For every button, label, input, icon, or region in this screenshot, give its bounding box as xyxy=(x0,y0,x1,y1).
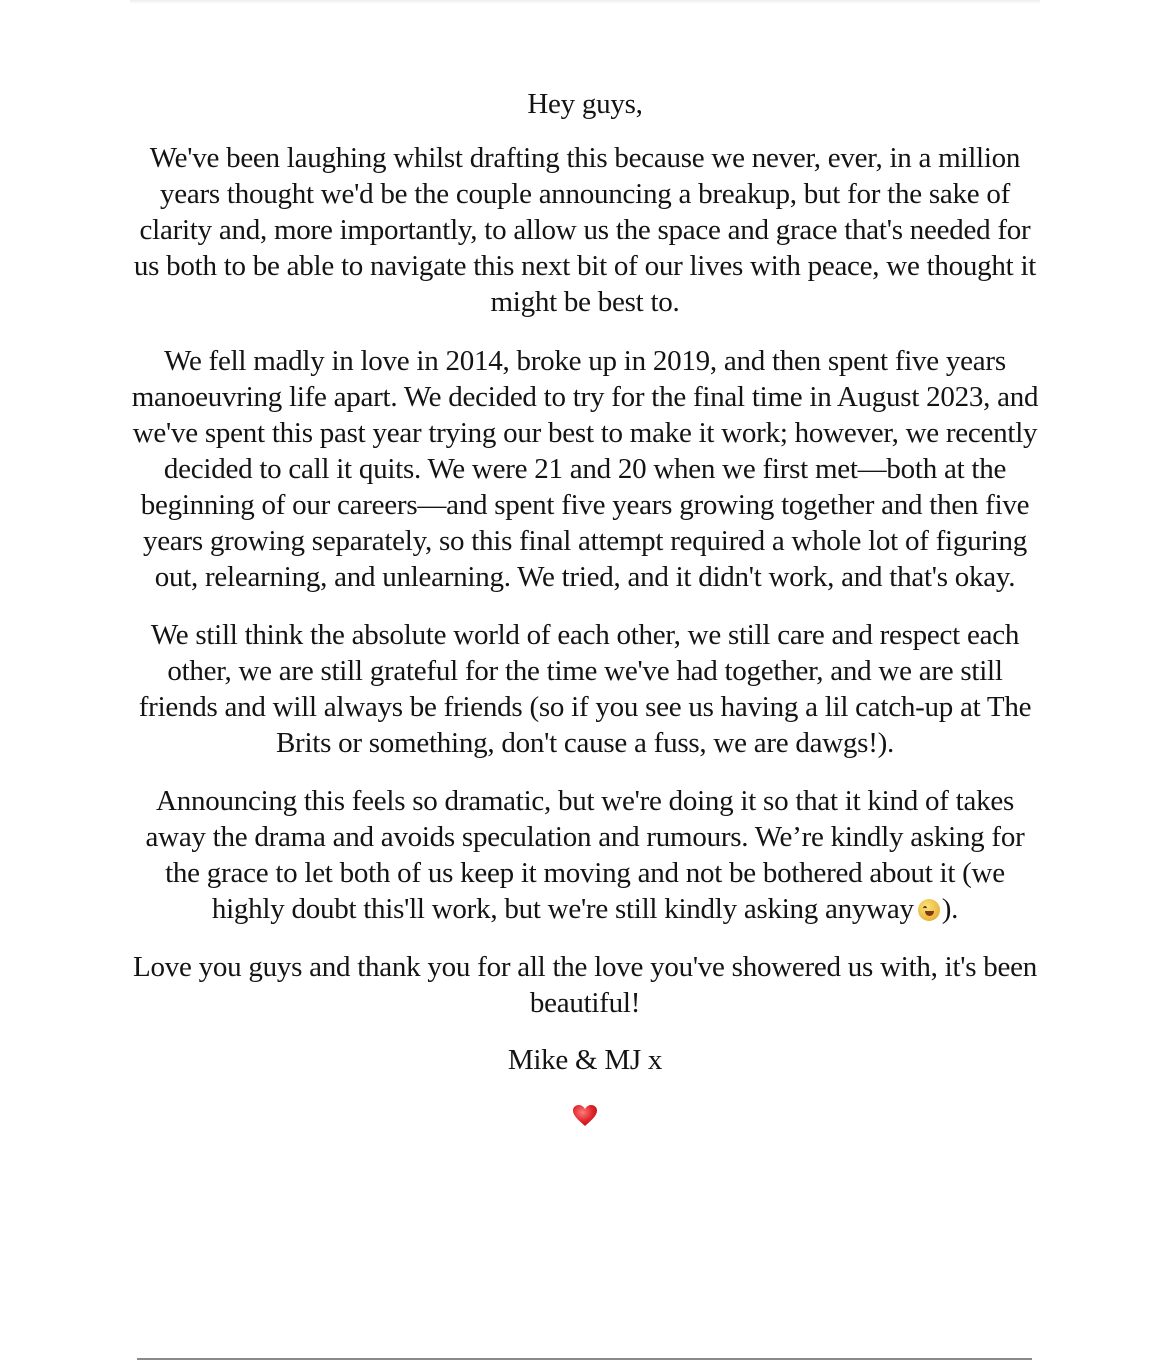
signoff: Love you guys and thank you for all the love you've showered us with, it's been beautiful! xyxy=(132,951,1038,1019)
paragraph-3: We still think the absolute world of each other, we still care and respect each other, we are still grateful for the time we've had together, and we are still friends and will always be friends (so if you see us having a lil catch-up at The Brits or something, don't cause a fuss, we are dawgs!). xyxy=(138,619,1032,759)
laughing-face-emoji-icon xyxy=(918,899,940,921)
paragraph-4-tail: ). xyxy=(941,893,959,925)
paragraph-4-text: Announcing this feels so dramatic, but we're doing it so that it kind of takes away the drama and avoids speculation and rumours. We’re kindly asking for the grace to let both of us keep it moving and not be bothered about it (we highly doubt this'll work, but we're still kindly asking anyway xyxy=(145,785,1025,925)
bottom-divider xyxy=(137,1358,1032,1360)
closing-emoji xyxy=(128,1104,1042,1128)
paragraph-4 xyxy=(128,783,1042,927)
paragraph-1: We've been laughing whilst drafting this because we never, ever, in a million years thought we'd be the couple announcing a breakup, but for the sake of clarity and, more importantly, to allow us the space and grace that's needed for us both to be able to navigate this next bit of our lives with peace, we thought it might be best to. xyxy=(133,142,1037,318)
paragraph-2: We fell madly in love in 2014, broke up in 2019, and then spent five years manoeuvring life apart. We decided to try for the final time in August 2023, and we've spent this past year trying our best to make it work; however, we recently decided to call it quits. We were 21 and 20 when we first met—both at the beginning of our careers—and spent five years growing together and then five years growing separately, so this final attempt required a whole lot of figuring out, relearning, and unlearning. We tried, and it didn't work, and that's okay. xyxy=(131,345,1039,593)
greeting: Hey guys, xyxy=(527,88,643,120)
top-edge-divider xyxy=(130,0,1040,4)
signature: Mike & MJ x xyxy=(507,1044,663,1076)
announcement-letter xyxy=(128,86,1042,1128)
red-heart-icon xyxy=(572,1104,598,1128)
